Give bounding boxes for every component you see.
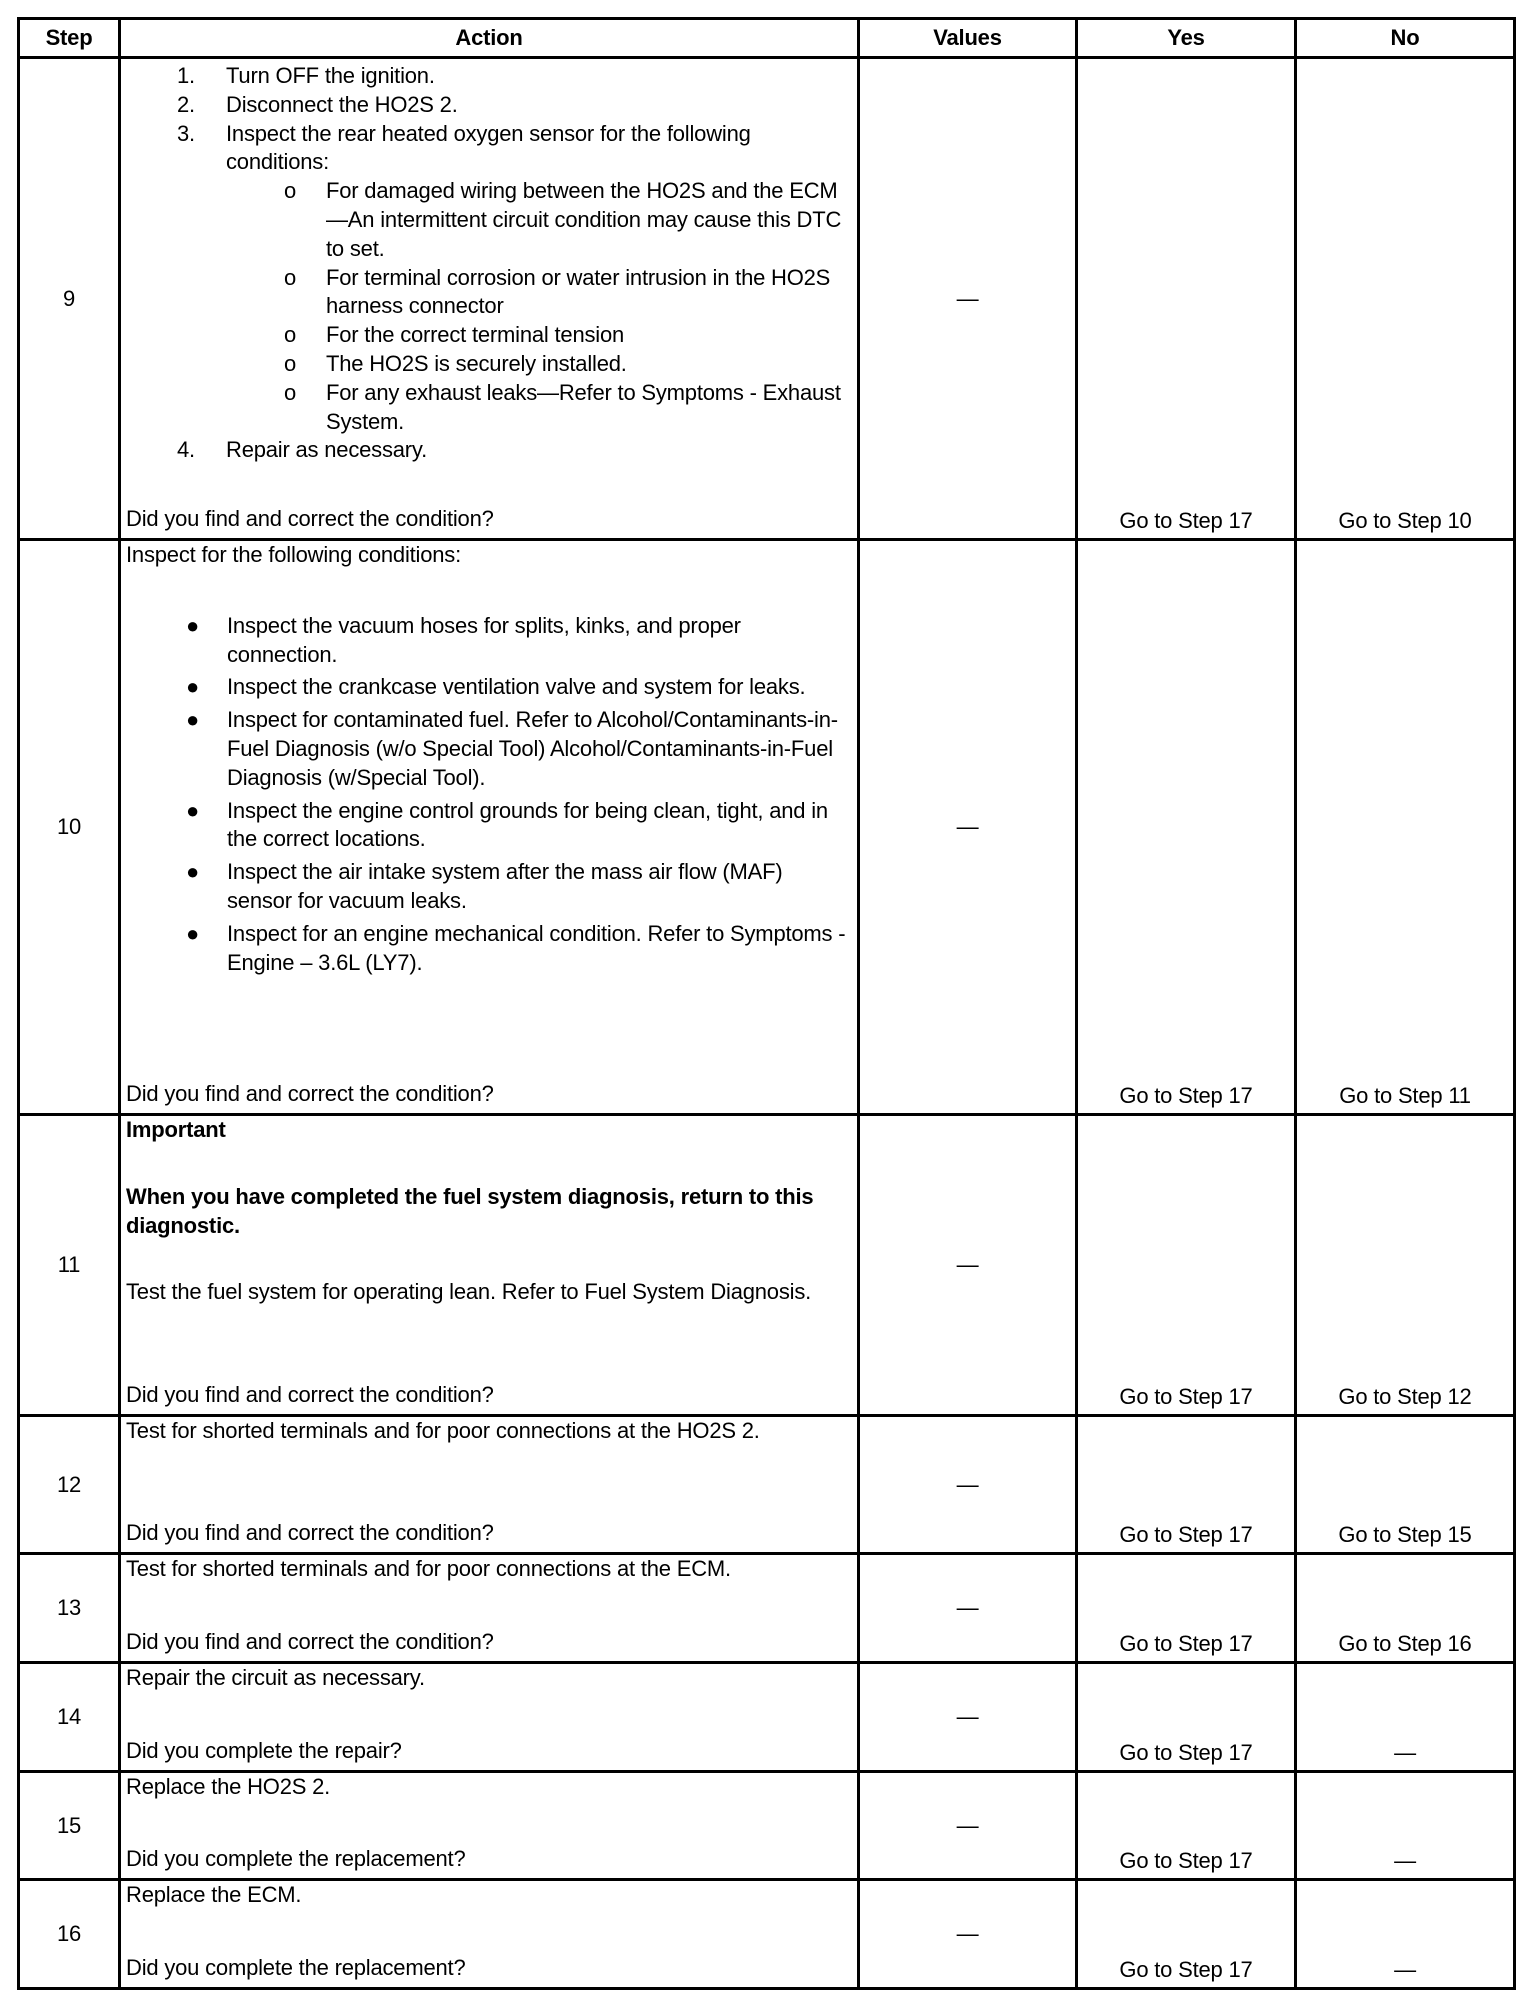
- yes-link[interactable]: Go to Step 17: [1077, 58, 1296, 540]
- action-cell: [120, 540, 859, 1115]
- list-item: Inspect the crankcase ventilation valve and system for leaks.: [227, 674, 806, 700]
- step-number: 10: [19, 540, 120, 1115]
- list-item: Repair as necessary.: [226, 437, 428, 463]
- table-row: [19, 1772, 1515, 1880]
- question: Did you find and correct the condition?: [126, 1081, 494, 1107]
- list-number: 1.: [177, 63, 195, 88]
- action-cell: [120, 1772, 859, 1880]
- step-number: 14: [19, 1663, 120, 1772]
- no-link[interactable]: Go to Step 16: [1296, 1554, 1515, 1663]
- action-text: Test the fuel system for operating lean. Refer to Fuel System Diagnosis.: [126, 1279, 812, 1305]
- list-number: 3.: [177, 120, 195, 146]
- yes-link[interactable]: Go to Step 17: [1077, 1663, 1296, 1772]
- no-link[interactable]: Go to Step 12: [1296, 1115, 1515, 1416]
- diagnostic-table: [17, 17, 1516, 1990]
- header-row: [19, 19, 1515, 58]
- bullet-icon: o: [284, 379, 297, 405]
- list-item: For the correct terminal tension: [326, 322, 625, 348]
- table-row: [19, 58, 1515, 540]
- header-values: Values: [859, 19, 1077, 58]
- bullet-icon: ●: [186, 612, 200, 638]
- list-item: Inspect the engine control grounds for being clean, tight, and in the correct locations.: [227, 797, 828, 852]
- table-row: [19, 540, 1515, 1115]
- value-cell: —: [859, 540, 1077, 1115]
- bullet-icon: ●: [186, 674, 200, 700]
- intro-text: Inspect for the following conditions:: [126, 542, 462, 567]
- no-value: —: [1296, 1772, 1515, 1880]
- step-number: 11: [19, 1115, 120, 1416]
- bullet-icon: o: [284, 322, 297, 348]
- question: Did you complete the replacement?: [126, 1846, 466, 1872]
- value-cell: —: [859, 1554, 1077, 1663]
- list-item: Turn OFF the ignition.: [226, 63, 435, 88]
- question: Did you find and correct the condition?: [126, 1520, 494, 1546]
- yes-link[interactable]: Go to Step 17: [1077, 1115, 1296, 1416]
- action-text: Test for shorted terminals and for poor connections at the HO2S 2.: [126, 1418, 760, 1443]
- bullet-icon: o: [284, 178, 297, 204]
- action-cell: [120, 1880, 859, 1989]
- header-action: Action: [120, 19, 859, 58]
- yes-link[interactable]: Go to Step 17: [1077, 1772, 1296, 1880]
- bullet-icon: ●: [186, 797, 200, 823]
- list-item: Inspect the vacuum hoses for splits, kinks, and proper connection.: [227, 612, 741, 667]
- list-item: For terminal corrosion or water intrusion in the HO2S harness connector: [326, 264, 831, 319]
- yes-link[interactable]: Go to Step 17: [1077, 540, 1296, 1115]
- value-cell: —: [859, 1880, 1077, 1989]
- value-cell: —: [859, 1416, 1077, 1554]
- question: Did you find and correct the condition?: [126, 1629, 494, 1655]
- header-step: Step: [19, 19, 120, 58]
- list-item: Inspect for an engine mechanical condition. Refer to Symptoms - Engine – 3.6L (LY7).: [227, 920, 846, 975]
- step-number: 9: [19, 58, 120, 540]
- no-link[interactable]: Go to Step 15: [1296, 1416, 1515, 1554]
- step-number: 16: [19, 1880, 120, 1989]
- table-row: [19, 1554, 1515, 1663]
- value-cell: —: [859, 1772, 1077, 1880]
- value-cell: —: [859, 1115, 1077, 1416]
- step-number: 13: [19, 1554, 120, 1663]
- no-link[interactable]: Go to Step 10: [1296, 58, 1515, 540]
- bullet-icon: ●: [186, 707, 200, 733]
- header-yes: Yes: [1077, 19, 1296, 58]
- important-heading: Important: [126, 1117, 226, 1142]
- no-value: —: [1296, 1880, 1515, 1989]
- list-item: Inspect for contaminated fuel. Refer to Alcohol/Contaminants-in-Fuel Diagnosis (w/o Special Tool) Alcohol/Contaminants-in-Fuel Diagnosis (w/Special Tool).: [227, 707, 838, 790]
- action-text: Test for shorted terminals and for poor connections at the ECM.: [126, 1556, 731, 1581]
- step-number: 15: [19, 1772, 120, 1880]
- action-cell: [120, 1554, 859, 1663]
- step-number: 12: [19, 1416, 120, 1554]
- list-item: Inspect the rear heated oxygen sensor for the following conditions:: [226, 120, 751, 175]
- no-value: —: [1296, 1663, 1515, 1772]
- no-link[interactable]: Go to Step 11: [1296, 540, 1515, 1115]
- important-note: When you have completed the fuel system diagnosis, return to this diagnostic.: [126, 1183, 814, 1238]
- value-cell: —: [859, 58, 1077, 540]
- action-cell: [120, 1416, 859, 1554]
- action-text: Replace the HO2S 2.: [126, 1774, 331, 1799]
- action-cell: [120, 1115, 859, 1416]
- table-row: [19, 1880, 1515, 1989]
- list-item: Disconnect the HO2S 2.: [226, 91, 458, 117]
- question: Did you find and correct the condition?: [126, 1382, 494, 1408]
- bullet-icon: o: [284, 350, 297, 376]
- list-item: Inspect the air intake system after the mass air flow (MAF) sensor for vacuum leaks.: [227, 859, 783, 913]
- action-text: Repair the circuit as necessary.: [126, 1665, 425, 1690]
- table-row: [19, 1115, 1515, 1416]
- list-item: For damaged wiring between the HO2S and the ECM—An intermittent circuit condition may cause this DTC to set.: [326, 178, 842, 261]
- table-row: [19, 1663, 1515, 1772]
- action-text: Replace the ECM.: [126, 1882, 302, 1907]
- bullet-icon: ●: [186, 859, 200, 885]
- action-cell: [120, 58, 859, 540]
- bullet-icon: ●: [186, 920, 200, 946]
- list-number: 2.: [177, 91, 195, 117]
- yes-link[interactable]: Go to Step 17: [1077, 1554, 1296, 1663]
- question: Did you complete the replacement?: [126, 1955, 466, 1981]
- question: Did you complete the repair?: [126, 1738, 402, 1764]
- value-cell: —: [859, 1663, 1077, 1772]
- yes-link[interactable]: Go to Step 17: [1077, 1416, 1296, 1554]
- action-cell: [120, 1663, 859, 1772]
- header-no: No: [1296, 19, 1515, 58]
- bullet-icon: o: [284, 264, 297, 290]
- question: Did you find and correct the condition?: [126, 506, 494, 532]
- list-item: For any exhaust leaks—Refer to Symptoms - Exhaust System.: [326, 379, 841, 434]
- list-item: The HO2S is securely installed.: [326, 350, 627, 376]
- list-number: 4.: [177, 437, 195, 463]
- table-row: [19, 1416, 1515, 1554]
- yes-link[interactable]: Go to Step 17: [1077, 1880, 1296, 1989]
